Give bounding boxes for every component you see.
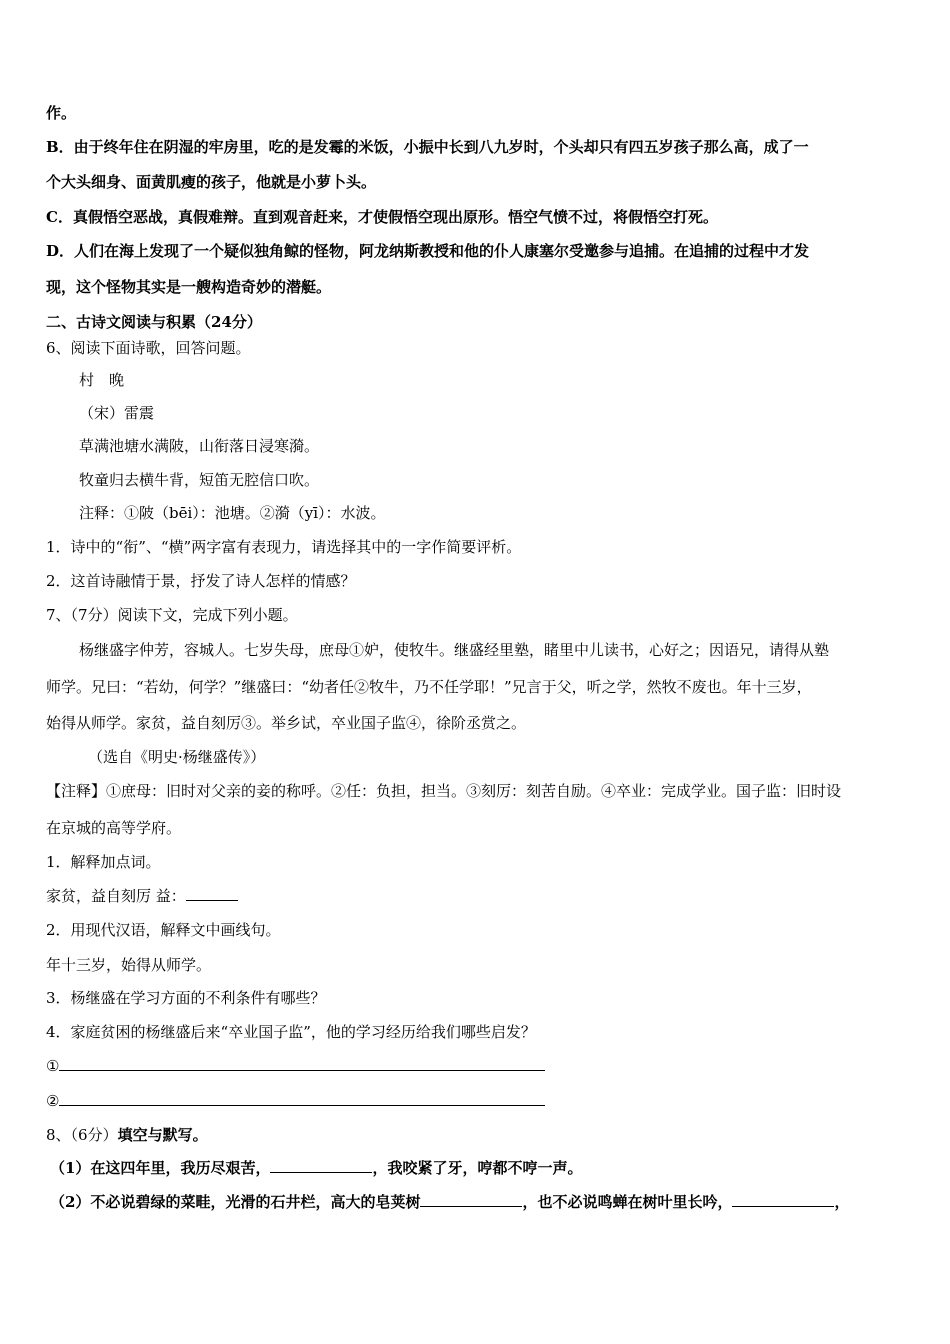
option-d-line1: D．人们在海上发现了一个疑似独角鲸的怪物，阿龙纳斯教授和他的仆人康塞尔受邀参与追捕。在追捕的过程中才发 <box>46 242 810 260</box>
poem-line-2: 牧童归去横牛背，短笛无腔信口吹。 <box>79 471 320 489</box>
passage-notes-line1: 【注释】①庶母：旧时对父亲的妾的称呼。②任：负担，担当。③刻厉：刻苦自励。④卒业：完成学业。国子监：旧时设 <box>46 782 842 800</box>
section-heading: 二、古诗文阅读与积累（24分） <box>46 313 262 331</box>
question-8-title: 填空与默写。 <box>117 1126 208 1144</box>
q7-sub-3: 3．杨继盛在学习方面的不利条件有哪些？ <box>46 989 326 1007</box>
answer-blank[interactable] <box>186 886 238 901</box>
q7-sub-1: 1．解释加点词。 <box>46 853 161 871</box>
answer-blank[interactable] <box>59 1091 545 1106</box>
q7-sub-2-sentence: 年十三岁，始得从师学。 <box>46 956 212 974</box>
answer-line-2 <box>46 1091 545 1111</box>
question-6-prompt: 6、阅读下面诗歌，回答问题。 <box>46 339 251 357</box>
question-8-number: 8、（6分） <box>46 1126 118 1144</box>
answer-line-1 <box>46 1056 545 1076</box>
option-b-line2: 个大头细身、面黄肌瘦的孩子，他就是小萝卜头。 <box>46 173 377 191</box>
q6-sub-1: 1．诗中的“衔”、“横”两字富有表现力，请选择其中的一字作简要评析。 <box>46 538 522 556</box>
q6-sub-2: 2．这首诗融情于景，抒发了诗人怎样的情感？ <box>46 572 356 590</box>
answer-blank[interactable] <box>59 1056 545 1071</box>
q8-sub-2-part2: ，也不必说鸣蝉在树叶里长吟， <box>522 1193 733 1211</box>
q8-sub-1-part2: ，我咬紧了牙，哼都不哼一声。 <box>372 1159 583 1177</box>
q8-sub-2-part3: ， <box>834 1193 850 1211</box>
answer-blank[interactable] <box>732 1192 834 1207</box>
answer-blank[interactable] <box>270 1158 372 1173</box>
poem-notes: 注释：①陂（bēi）：池塘。②漪（yī）：水波。 <box>79 504 386 522</box>
passage-line-3: 始得从师学。家贫，益自刻厉③。举乡试，卒业国子监④，徐阶丞赏之。 <box>46 714 527 732</box>
answer-marker-1: ① <box>46 1057 60 1075</box>
poem-author: （宋）雷震 <box>79 404 155 422</box>
q8-sub-1-part1: （1）在这四年里，我历尽艰苦， <box>50 1159 271 1177</box>
q8-sub-2 <box>50 1192 849 1212</box>
q8-sub-1 <box>50 1158 582 1178</box>
question-7-prompt: 7、（7分）阅读下文，完成下列小题。 <box>46 606 298 624</box>
q7-sub-1-item <box>46 886 238 906</box>
option-c: C．真假悟空恶战，真假难辩。直到观音赶来，才使假悟空现出原形。悟空气愤不过，将假悟空打死。 <box>46 208 718 226</box>
q7-sub-2: 2．用现代汉语，解释文中画线句。 <box>46 921 281 939</box>
q7-sub-4: 4．家庭贫困的杨继盛后来“卒业国子监”，他的学习经历给我们哪些启发？ <box>46 1023 536 1041</box>
answer-marker-2: ② <box>46 1092 60 1110</box>
question-8-prompt <box>46 1125 208 1145</box>
poem-line-1: 草满池塘水满陂，山衔落日浸寒漪。 <box>79 437 320 455</box>
q8-sub-2-part1: （2）不必说碧绿的菜畦，光滑的石井栏，高大的皂荚树 <box>50 1193 421 1211</box>
passage-notes-line2: 在京城的高等学府。 <box>46 819 182 837</box>
passage-line-1: 杨继盛字仲芳，容城人。七岁失母，庶母①妒，使牧牛。继盛经里塾，睹里中儿读书，心好之；因语兄，请得从塾 <box>79 641 830 659</box>
option-b-line1: B．由于终年住在阴湿的牢房里，吃的是发霉的米饭，小振中长到八九岁时，个头却只有四五岁孩子那么高，成了一 <box>46 138 809 156</box>
passage-line-2: 师学。兄曰：“若幼，何学？”继盛曰：“幼者任②牧牛，乃不任学耶！”兄言于父，听之学，然牧不废也。年十三岁， <box>46 678 812 696</box>
poem-title: 村 晚 <box>79 371 125 389</box>
option-d-line2: 现，这个怪物其实是一艘构造奇妙的潜艇。 <box>46 278 332 296</box>
answer-blank[interactable] <box>420 1192 522 1207</box>
option-a-continuation: 作。 <box>46 104 77 122</box>
q7-sub-1-text: 家贫，益自刻厉 益： <box>46 887 186 905</box>
passage-source: （选自《明史·杨继盛传》） <box>88 748 266 766</box>
